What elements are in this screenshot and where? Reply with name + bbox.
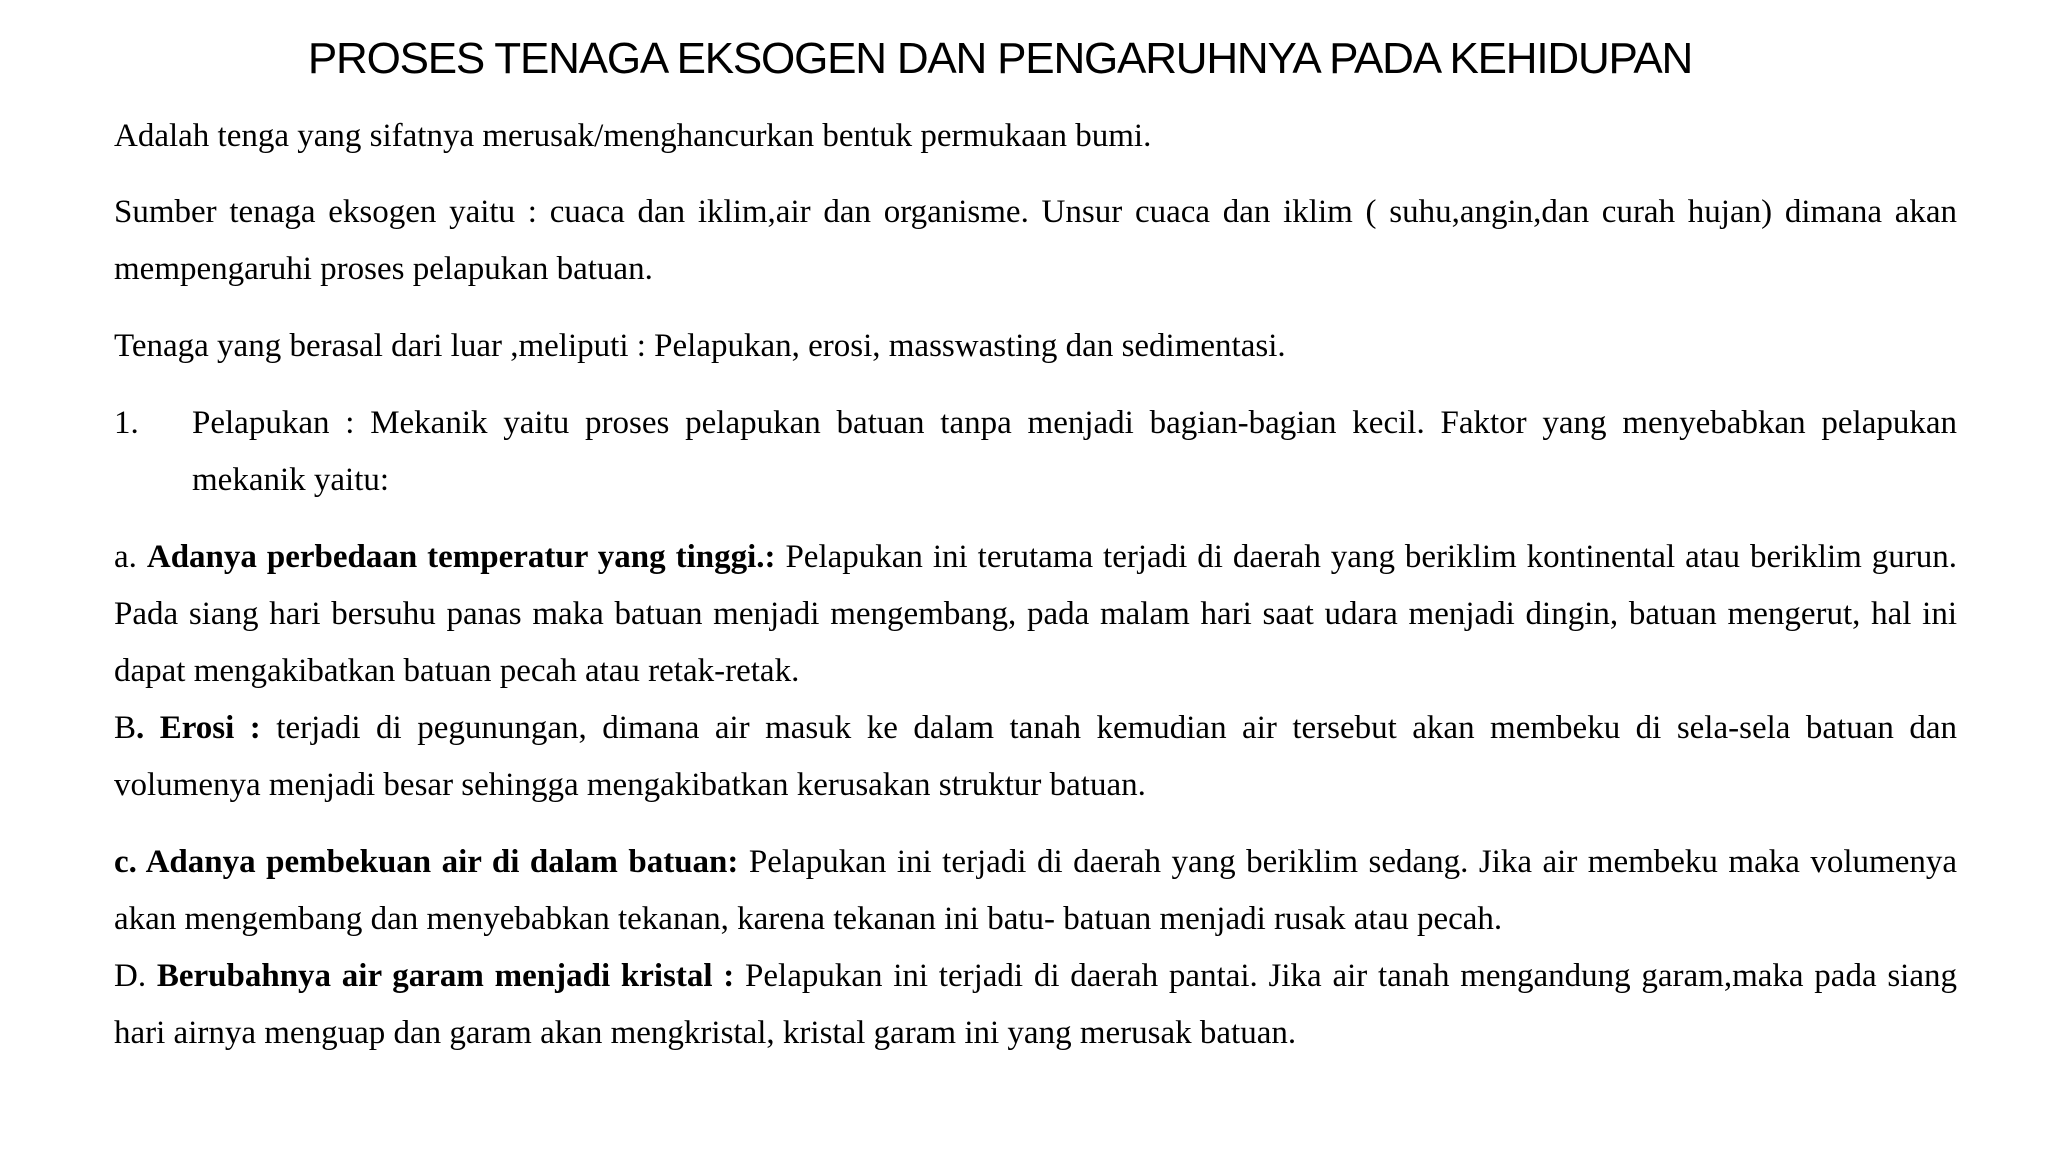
slide-title: PROSES TENAGA EKSOGEN DAN PENGARUHNYA PADA KEHIDUPAN bbox=[307, 34, 1693, 83]
list-item-text: Pelapukan : Mekanik yaitu proses pelapukan batuan tanpa menjadi bagian-bagian kecil. Faktor yang menyebabkan pelapukan mekanik yaitu: bbox=[192, 405, 1957, 498]
item-b-text: terjadi di pegunungan, dimana air masuk ke dalam tanah kemudian air tersebut akan membeku di sela-sela batuan dan volumenya menjadi besar sehingga mengakibatkan kerusakan struktur batuan. bbox=[114, 710, 1957, 803]
item-d-heading: Berubahnya air garam menjadi kristal : bbox=[156, 958, 735, 994]
paragraph-c-d bbox=[114, 834, 1957, 1062]
paragraph-definition: Adalah tenga yang sifatnya merusak/menghancurkan bentuk permukaan bumi. bbox=[114, 118, 1152, 154]
item-a-heading: Adanya perbedaan temperatur yang tinggi.: bbox=[146, 539, 776, 575]
paragraph-processes: Tenaga yang berasal dari luar ,meliputi : Pelapukan, erosi, masswasting dan sedimentasi. bbox=[114, 328, 1286, 364]
item-d-text: Pelapukan ini terjadi di daerah pantai. Jika air tanah mengandung garam,maka pada siang hari airnya menguap dan garam akan mengkristal, kristal garam ini yang merusak batuan. bbox=[114, 958, 1957, 1051]
item-b-prefix: B bbox=[114, 710, 137, 746]
item-a-prefix: a. bbox=[114, 539, 147, 575]
item-b-heading: . Erosi : bbox=[136, 710, 261, 746]
item-c-text: Pelapukan ini terjadi di daerah yang beriklim sedang. Jika air membeku maka volumenya akan mengembang dan menyebabkan tekanan, karena tekanan ini batu- batuan menjadi rusak atau pecah. bbox=[114, 844, 1958, 937]
slide-body bbox=[114, 108, 1957, 1082]
paragraph-sources: Sumber tenaga eksogen yaitu : cuaca dan iklim,air dan organisme. Unsur cuaca dan iklim ( suhu,angin,dan curah hujan) dimana akan mempengaruhi proses pelapukan batuan. bbox=[114, 194, 1957, 287]
list-item-pelapukan bbox=[114, 395, 1957, 509]
list-number: 1. bbox=[114, 405, 139, 441]
paragraph-a-b bbox=[114, 529, 1957, 814]
item-d-prefix: D. bbox=[114, 958, 157, 994]
item-a-text: Pelapukan ini terutama terjadi di daerah yang beriklim kontinental atau beriklim gurun. Pada siang hari bersuhu panas maka batuan menjadi mengembang, pada malam hari saat udara menjadi dingin, batuan mengerut, hal ini dapat mengakibatkan batuan pecah atau retak-retak. bbox=[114, 539, 1957, 689]
item-c-heading: c. Adanya pembekuan air di dalam batuan: bbox=[114, 844, 739, 880]
